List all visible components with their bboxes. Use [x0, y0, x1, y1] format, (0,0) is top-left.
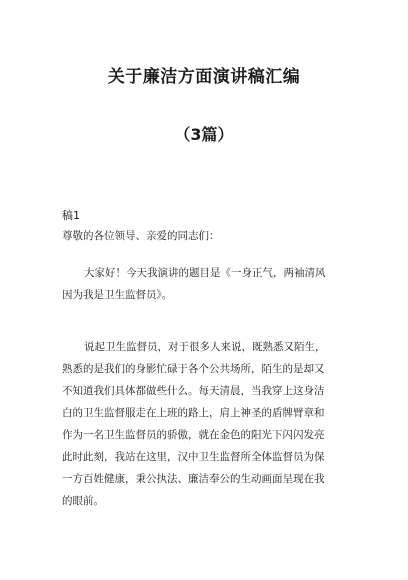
- paragraph-line: 熟悉的是我们的身影忙碌于各个公共场所，陌生的是却又: [62, 363, 325, 375]
- greeting-text: 尊敬的各位领导、亲爱的同志们：: [62, 230, 220, 242]
- section-label: 稿1: [62, 209, 80, 222]
- paragraph-line: 大家好！今天我演讲的题目是《一身正气，两袖清风: [84, 267, 326, 279]
- paragraph-line: 说起卫生监督员，对于很多人来说，既熟悉又陌生，: [84, 341, 326, 353]
- paragraph-line: 的眼前。: [62, 495, 104, 507]
- paragraph-line: 白的卫生监督服走在上班的路上，肩上神圣的盾牌臂章和: [62, 407, 325, 419]
- paragraph-1: [62, 262, 352, 306]
- paragraph-line: 作为一名卫生监督员的骄傲，就在金色的阳光下闪闪发亮: [62, 429, 325, 441]
- document-title: 关于廉洁方面演讲稿汇编: [107, 67, 301, 87]
- paragraph-line: 因为我是卫生监督员》。: [62, 289, 173, 301]
- paragraph-line: 一方百姓健康，秉公执法、廉洁奉公的生动画面呈现在我: [62, 473, 325, 485]
- paragraph-2: [62, 336, 352, 512]
- paragraph-line: 此时此刻，我站在这里，汉中卫生监督所全体监督员为保: [62, 451, 325, 463]
- paragraph-line: 不知道我们具体都做些什么。每天清晨，当我穿上这身洁: [62, 385, 325, 397]
- document-subtitle: （3篇）: [174, 125, 234, 144]
